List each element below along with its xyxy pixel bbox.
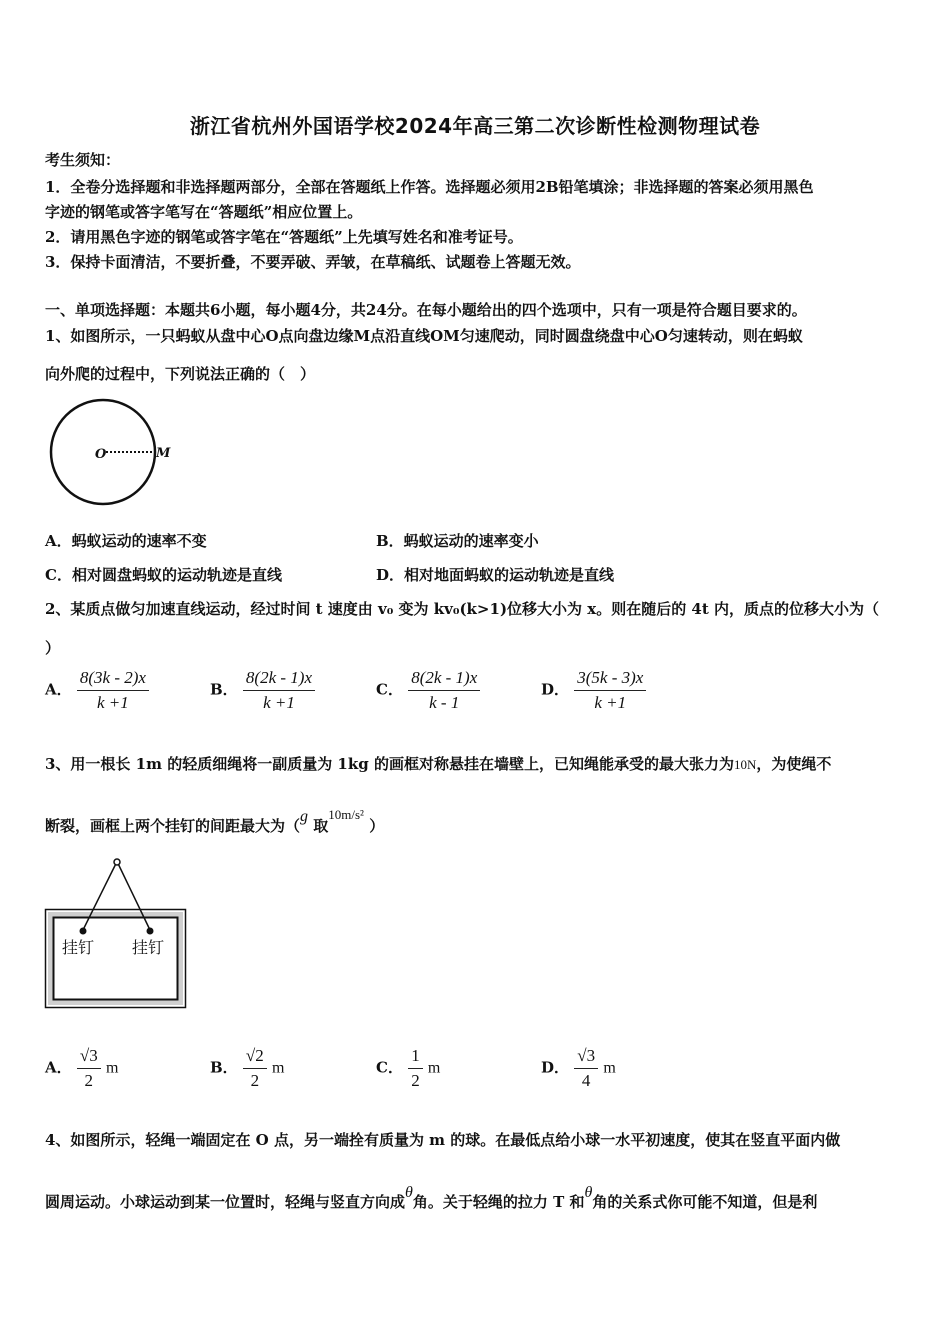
q1-disk-figure [44, 398, 174, 510]
fraction: $\frac{3(5k - 3)x}{k +1}$ [574, 668, 646, 713]
option-label: C． [376, 1058, 403, 1077]
nail-right [147, 928, 154, 935]
section-heading: 一、单项选择题：本题共6小题，每小题4分，共24分。在每小题给出的四个选项中，只有一项是符合题目要求的。 [45, 301, 807, 319]
option-label: A． [45, 680, 72, 699]
frame-inner [54, 918, 178, 1000]
notice-heading: 考生须知： [45, 151, 121, 169]
option-label: B． [210, 680, 238, 699]
q2-option-c [376, 668, 480, 713]
nail-left-label: 挂钉 [62, 938, 95, 957]
q3-option-c: C． $\frac{1}{2}$ m [376, 1046, 441, 1090]
fraction: $\frac{8(2k - 1)x}{k - 1}$ [408, 668, 480, 713]
q3-option-b: B． $\frac{√2}{2}$ m [210, 1046, 285, 1090]
notice-item-3: 3．保持卡面清洁，不要折叠，不要弄破、弄皱，在草稿纸、试题卷上答题无效。 [45, 253, 581, 271]
q1-option-a: A．蚂蚁运动的速率不变 [45, 532, 207, 550]
notice-item-1: 1．全卷分选择题和非选择题两部分，全部在答题纸上作答。选择题必须用2B铅笔填涂；非选择题的答案必须用黑色 [45, 178, 814, 196]
fraction: $\frac{8(2k - 1)x}{k +1}$ [243, 668, 315, 713]
label-m: M [156, 446, 171, 461]
nail-left [80, 928, 87, 935]
q3-option-d: D． $\frac{√3}{4}$ m [541, 1046, 616, 1090]
q3-option-a: A． $\frac{√3}{2}$ m [45, 1046, 119, 1090]
option-label: A． [45, 1058, 72, 1077]
fraction: $\frac{√3}{2}$ [77, 1046, 101, 1091]
q1-option-b: B．蚂蚁运动的速率变小 [376, 532, 539, 550]
q3-stem-line1: 3、用一根长 1m 的轻质细绳将一副质量为 1kg 的画框对称悬挂在墙壁上，已知绳能承受的最大张力为10N，为使绳不 [45, 755, 832, 773]
q4-stem-line1: 4、如图所示，轻绳一端固定在 O 点，另一端拴有质量为 m 的球。在最低点给小球一水平初速度，使其在竖直平面内做 [45, 1131, 841, 1149]
q1-stem-line2: 向外爬的过程中，下列说法正确的（ ） [45, 365, 316, 383]
label-o: O [95, 447, 107, 462]
notice-item-2: 2．请用黑色字迹的钢笔或答字笔在“答题纸”上先填写姓名和准考证号。 [45, 228, 523, 246]
q1-option-c: C．相对圆盘蚂蚁的运动轨迹是直线 [45, 566, 282, 584]
option-label: D． [541, 1058, 570, 1077]
hook-point [114, 859, 120, 865]
nail-right-label: 挂钉 [132, 938, 165, 957]
option-label: B． [210, 1058, 238, 1077]
page-title: 浙江省杭州外国语学校2024年高三第二次诊断性检测物理试卷 [189, 114, 761, 138]
q1-option-d: D．相对地面蚂蚁的运动轨迹是直线 [376, 566, 615, 584]
q3-frame-figure [44, 856, 190, 1012]
notice-item-1-cont: 字迹的钢笔或答字笔写在“答题纸”相应位置上。 [45, 203, 363, 221]
option-label: C． [376, 680, 403, 699]
q3-stem-line2: 断裂，画框上两个挂钉的间距最大为（g 取10m/s² ） [45, 807, 385, 835]
option-label: D． [541, 680, 570, 699]
q2-option-a [45, 668, 149, 713]
q2-stem-line1: 2、某质点做匀加速直线运动，经过时间 t 速度由 v₀ 变为 kv₀(k>1)位移大小为 x。则在随后的 4t 内，质点的位移大小为（ [45, 600, 880, 618]
q4-stem-line2: 圆周运动。小球运动到某一位置时，轻绳与竖直方向成θ角。关于轻绳的拉力 T 和θ角的关系式你可能不知道，但是利 [45, 1184, 818, 1211]
fraction: $\frac{1}{2}$ [408, 1046, 423, 1091]
fraction: $\frac{√2}{2}$ [243, 1046, 267, 1091]
q1-stem-line1: 1、如图所示，一只蚂蚁从盘中心O点向盘边缘M点沿直线OM匀速爬动，同时圆盘绕盘中心O匀速转动，则在蚂蚁 [45, 327, 803, 345]
fraction: $\frac{√3}{4}$ [574, 1046, 598, 1091]
fraction: $\frac{8(3k - 2)x}{k +1}$ [77, 668, 149, 713]
q2-option-b [210, 668, 315, 713]
q2-stem-line2: ） [45, 639, 61, 657]
q2-option-d [541, 668, 646, 713]
